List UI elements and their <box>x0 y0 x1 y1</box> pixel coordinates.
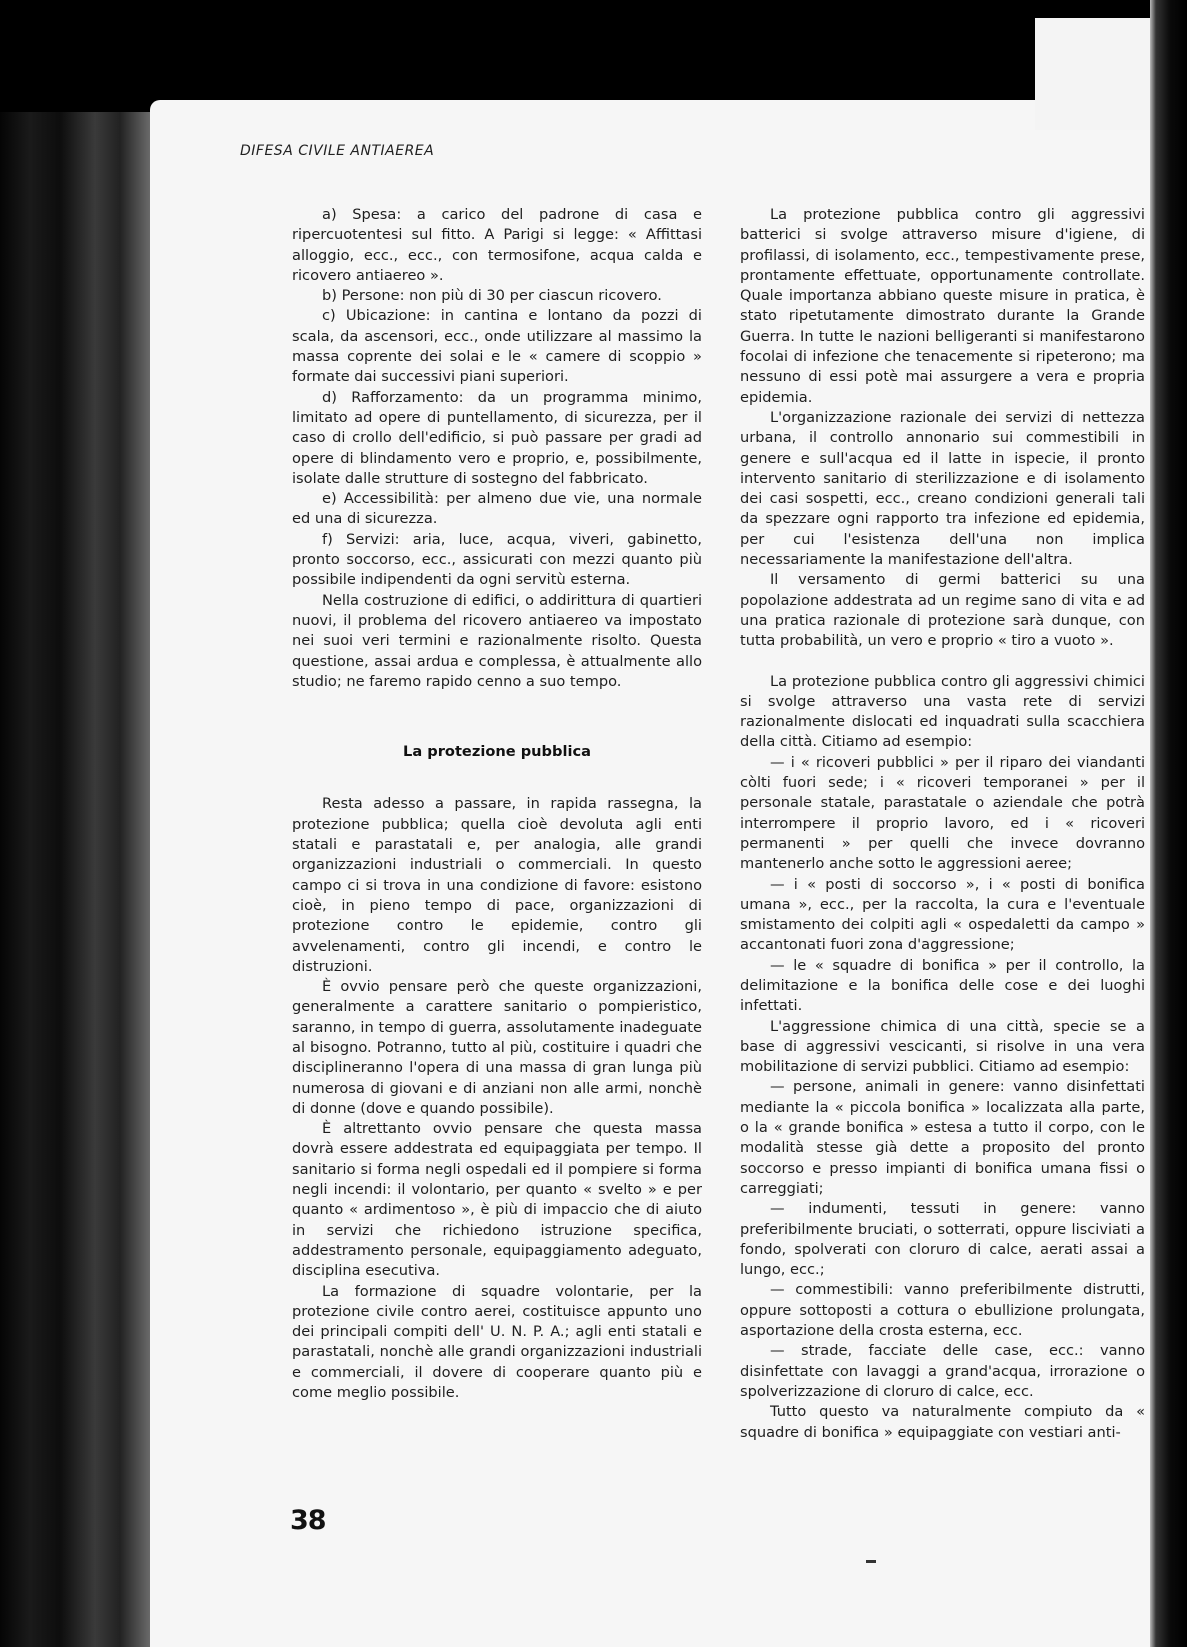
paragraph: Tutto questo va naturalmente compiuto da « squadre di bonifica » equipaggiate con vestiari anti- <box>740 1403 1145 1441</box>
page-corner <box>1035 18 1160 130</box>
paragraph: — i « ricoveri pubblici » per il riparo dei viandanti còlti fuori sede; i « ricoveri temporanei » per il personale statale, parastatale o aziendale che potrà interrompere il proprio lavoro, ed i « ricoveri permanenti » per quelli che invece dovranno mantenerlo anche sotto le aggressioni aeree; <box>740 753 1145 873</box>
paragraph: b) Persone: non più di 30 per ciascun ricovero. <box>322 287 662 305</box>
right-column <box>740 205 1145 1443</box>
paragraph: — commestibili: vanno preferibilmente distrutti, oppure sottoposti a cottura o ebullizione prolungata, asportazione della crosta esterna, ecc. <box>740 1281 1145 1340</box>
book-spine-shadow <box>0 112 165 1647</box>
paragraph: f) Servizi: aria, luce, acqua, viveri, gabinetto, pronto soccorso, ecc., assicurati con mezzi quanto più possibile indipendenti da ogni servitù esterna. <box>292 530 702 589</box>
paragraph: — i « posti di soccorso », i « posti di bonifica umana », ecc., per la raccolta, la cura e l'eventuale smistamento dei colpiti agli « ospedaletti da campo » accantonati fuori zona d'aggressione; <box>740 875 1145 954</box>
paragraph: Resta adesso a passare, in rapida rassegna, la protezione pubblica; quella cioè devoluta agli enti statali e parastatali e, per analogia, alle grandi organizzazioni industriali o commerciali. In questo campo ci si trova in una condizione di favore: esistono cioè, in pieno tempo di pace, organizzazioni di protezione contro le epidemie, contro gli avvelenamenti, contro gli incendi, e contro le distruzioni. <box>292 795 702 975</box>
paragraph: La protezione pubblica contro gli aggressivi chimici si svolge attraverso una vasta rete di servizi razionalmente dislocati ed inquadrati sulla scacchiera della città. Citiamo ad esempio: <box>740 672 1145 751</box>
paragraph-gap <box>740 652 1145 672</box>
paragraph: La formazione di squadre volontarie, per la protezione civile contro aerei, costituisce appunto uno dei principali compiti dell' U. N. P. A.; agli enti statali e parastatali, nonchè alle grandi organizzazioni industriali e commerciali, il dovere di cooperare quanto più e come meglio possibile. <box>292 1282 702 1402</box>
paragraph: a) Spesa: a carico del padrone di casa e ripercuotentesi sul fitto. A Parigi si legge: « Affittasi alloggio, ecc., ecc., con termosifone, acqua calda e ricovero antiaereo ». <box>292 206 702 284</box>
paragraph: — indumenti, tessuti in genere: vanno preferibilmente bruciati, o sotterrati, oppure lisciviati a fondo, spolverati con cloruro di calce, aerati assai a lungo, ecc.; <box>740 1200 1145 1279</box>
paragraph: L'organizzazione razionale dei servizi di nettezza urbana, il controllo annonario sui commestibili in genere e sull'acqua ed il latte in ispecie, il pronto intervento sanitario di sterilizzazione e di isolamento dei casi sospetti, ecc., creano condizioni generali tali da spezzare ogni rapporto tra infezione ed epidemia, per cui l'esistenza dell'una non implica necessariamente la manifestazione dell'altra. <box>740 408 1145 569</box>
scan-right-edge <box>1150 0 1187 1647</box>
left-column <box>292 205 702 1403</box>
paragraph: d) Rafforzamento: da un programma minimo, limitato ad opere di puntellamento, di sicurezza, per il caso di crollo dell'edificio, si può passare per gradi ad opere di blindamento vero e proprio, e, possibilmente, isolate dalle strutture di sostegno del fabbricato. <box>292 388 702 487</box>
paragraph: e) Accessibilità: per almeno due vie, una normale ed una di sicurezza. <box>292 490 702 528</box>
print-mark <box>866 1560 876 1563</box>
section-title: La protezione pubblica <box>403 743 591 761</box>
paragraph: È ovvio pensare però che queste organizzazioni, generalmente a carattere sanitario o pompieristico, saranno, in tempo di guerra, assolutamente inadeguate al bisogno. Potranno, tutto al più, costituire i quadri che disciplineranno l'opera di una massa di gran lunga più numerosa di giovani e di anziani non alle armi, nonchè di donne (dove e quando possibile). <box>292 978 702 1117</box>
paragraph: — strade, facciate delle case, ecc.: vanno disinfettate con lavaggi a grand'acqua, irrorazione o spolverizzazione di cloruro di calce, ecc. <box>740 1342 1145 1400</box>
paragraph: Nella costruzione di edifici, o addirittura di quartieri nuovi, il problema del ricovero antiaereo va impostato nei suoi veri termini e razionalmente risolto. Questa questione, assai ardua e complessa, è attualmente allo studio; ne faremo rapido cenno a suo tempo. <box>292 591 702 690</box>
running-head: DIFESA CIVILE ANTIAEREA <box>240 143 435 159</box>
paragraph: — le « squadre di bonifica » per il controllo, la delimitazione e la bonifica delle cose e dei luoghi infettati. <box>740 956 1145 1015</box>
paragraph: La protezione pubblica contro gli aggressivi batterici si svolge attraverso misure d'igiene, di profilassi, di isolamento, ecc., tempestivamente prese, prontamente effettuate, opportunamente controllate. Quale importanza abbiano queste misure in pratica, è stato ripetutamente dimostrato durante la Grande Guerra. In tutte le nazioni belligeranti si manifestarono focolai di infezione che tenacemente si ripeterono; ma nessuno di essi potè mai assurgere a vera e propria epidemia. <box>740 206 1145 406</box>
paragraph: c) Ubicazione: in cantina e lontano da pozzi di scala, da ascensori, ecc., onde utilizzare al massimo la massa coprente dei solai e le « camere di scoppio » formate dai successivi piani superiori. <box>292 307 702 386</box>
page-number: 38 <box>290 1505 326 1536</box>
paragraph: È altrettanto ovvio pensare che questa massa dovrà essere addestrata ed equipaggiata per tempo. Il sanitario si forma negli ospedali ed il pompiere si forma negli incendi: il volontario, per quanto « svelto » e per quanto « ardimentoso », è più di impaccio che di aiuto in servizi che richiedono istruzione specifica, addestramento personale, equipaggiamento adeguato, disciplina esecutiva. <box>292 1120 702 1280</box>
paragraph: Il versamento di germi batterici su una popolazione addestrata ad un regime sano di vita e ad una pratica razionale di protezione sarà dunque, con tutta probabilità, un vero e proprio « tiro a vuoto ». <box>740 571 1145 650</box>
paragraph: — persone, animali in genere: vanno disinfettati mediante la « piccola bonifica » localizzata alla parte, o la « grande bonifica » estesa a tutto il corpo, con le modalità stesse già dette a proposito del pronto soccorso e presso impianti di bonifica umana fissi o carreggiati; <box>740 1078 1145 1197</box>
scan-top-band <box>0 0 1187 112</box>
paragraph: L'aggressione chimica di una città, specie se a base di aggressivi vescicanti, si risolve in una vera mobilitazione di servizi pubblici. Citiamo ad esempio: <box>740 1017 1145 1076</box>
